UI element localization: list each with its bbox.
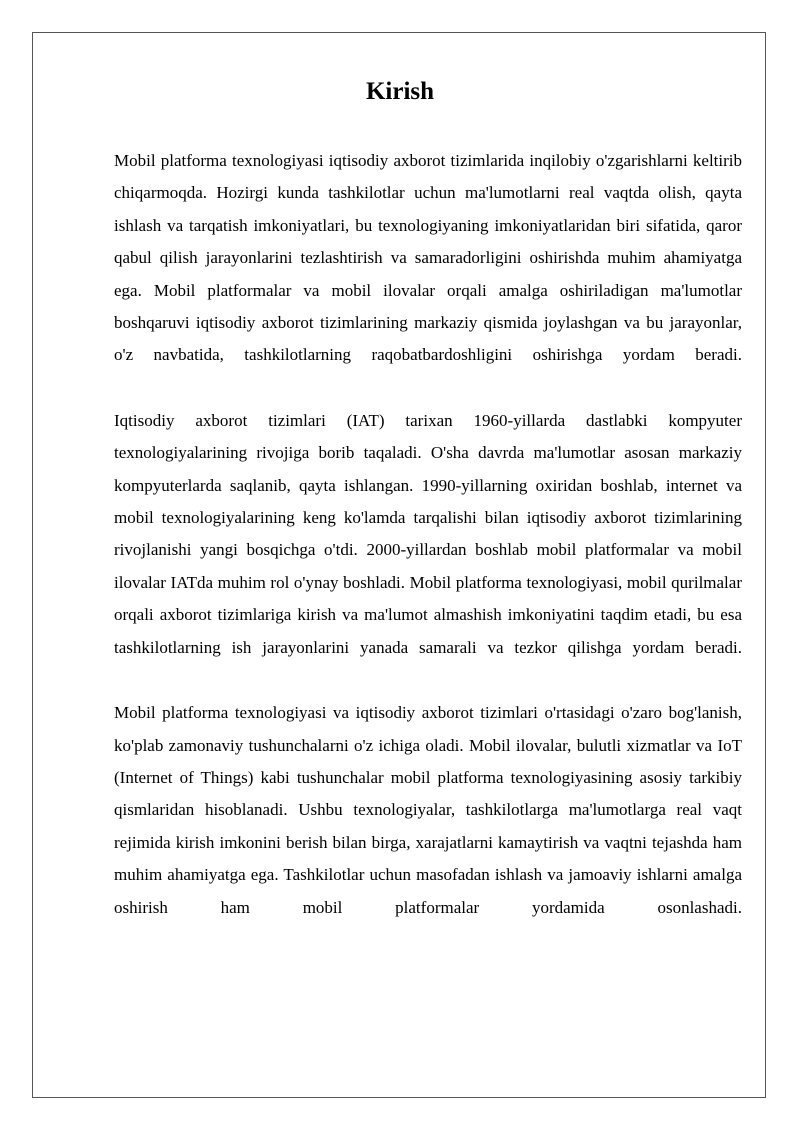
paragraph-introduction: Mobil platforma texnologiyasi iqtisodiy axborot tizimlarida inqilobiy o'zgarishlarni keltirib chiqarmoqda. Hozirgi kunda tashkilotlar uchun ma'lumotlarni real vaqtda olish, qayta ishlash va tarqatish imkoniyatlari, bu texnologiyaning imkoniyatlaridan biri sifatida, qaror qabul qilish jarayonlarini tezlashtirish va samaradorligini oshirishda muhim ahamiyatga ega. Mobil platformalar va mobil ilovalar orqali amalga oshiriladigan ma'lumotlar boshqaruvi iqtisodiy axborot tizimlarining markaziy qismida joylashgan va bu jarayonlar, o'z navbatida, tashkilotlarning raqobatbardoshligini oshirishga yordam beradi. [114,151,742,365]
document-body [114,145,742,957]
paragraph-history: Iqtisodiy axborot tizimlari (IAT) tarixan 1960-yillarda dastlabki kompyuter texnologiyalarining rivojiga borib taqaladi. O'sha davrda ma'lumotlar asosan markaziy kompyuterlarda saqlanib, qayta ishlangan. 1990-yillarning oxiridan boshlab, internet va mobil texnologiyalarining keng ko'lamda tarqalishi bilan iqtisodiy axborot tizimlarining rivojlanishi yangi bosqichga o'tdi. 2000-yillardan boshlab mobil platformalar va mobil ilovalar IATda muhim rol o'ynay boshladi. Mobil platforma texnologiyasi, mobil qurilmalar orqali axborot tizimlariga kirish va ma'lumot almashish imkoniyatini taqdim etadi, bu esa tashkilotlarning ish jarayonlarini yanada samarali va tezkor qilishga yordam beradi. [114,410,742,657]
page-title: Kirish [365,78,435,105]
paragraph-concepts: Mobil platforma texnologiyasi va iqtisodiy axborot tizimlari o'rtasidagi o'zaro bog'lanish, ko'plab zamonaviy tushunchalarni o'z ichiga oladi. Mobil ilovalar, bulutli xizmatlar va IoT (Internet of Things) kabi tushunchalar mobil platforma texnologiyasining asosiy tarkibiy qismlaridan hisoblanadi. Ushbu texnologiyalar, tashkilotlarga ma'lumotlarga real vaqt rejimida kirish imkonini berish bilan birga, xarajatlarni kamaytirish va vaqtni tejashda ham muhim ahamiyatga ega. Tashkilotlar uchun masofadan ishlash va jamoaviy ishlarni amalga oshirish ham mobil platformalar yordamida osonlashadi. [114,703,742,917]
